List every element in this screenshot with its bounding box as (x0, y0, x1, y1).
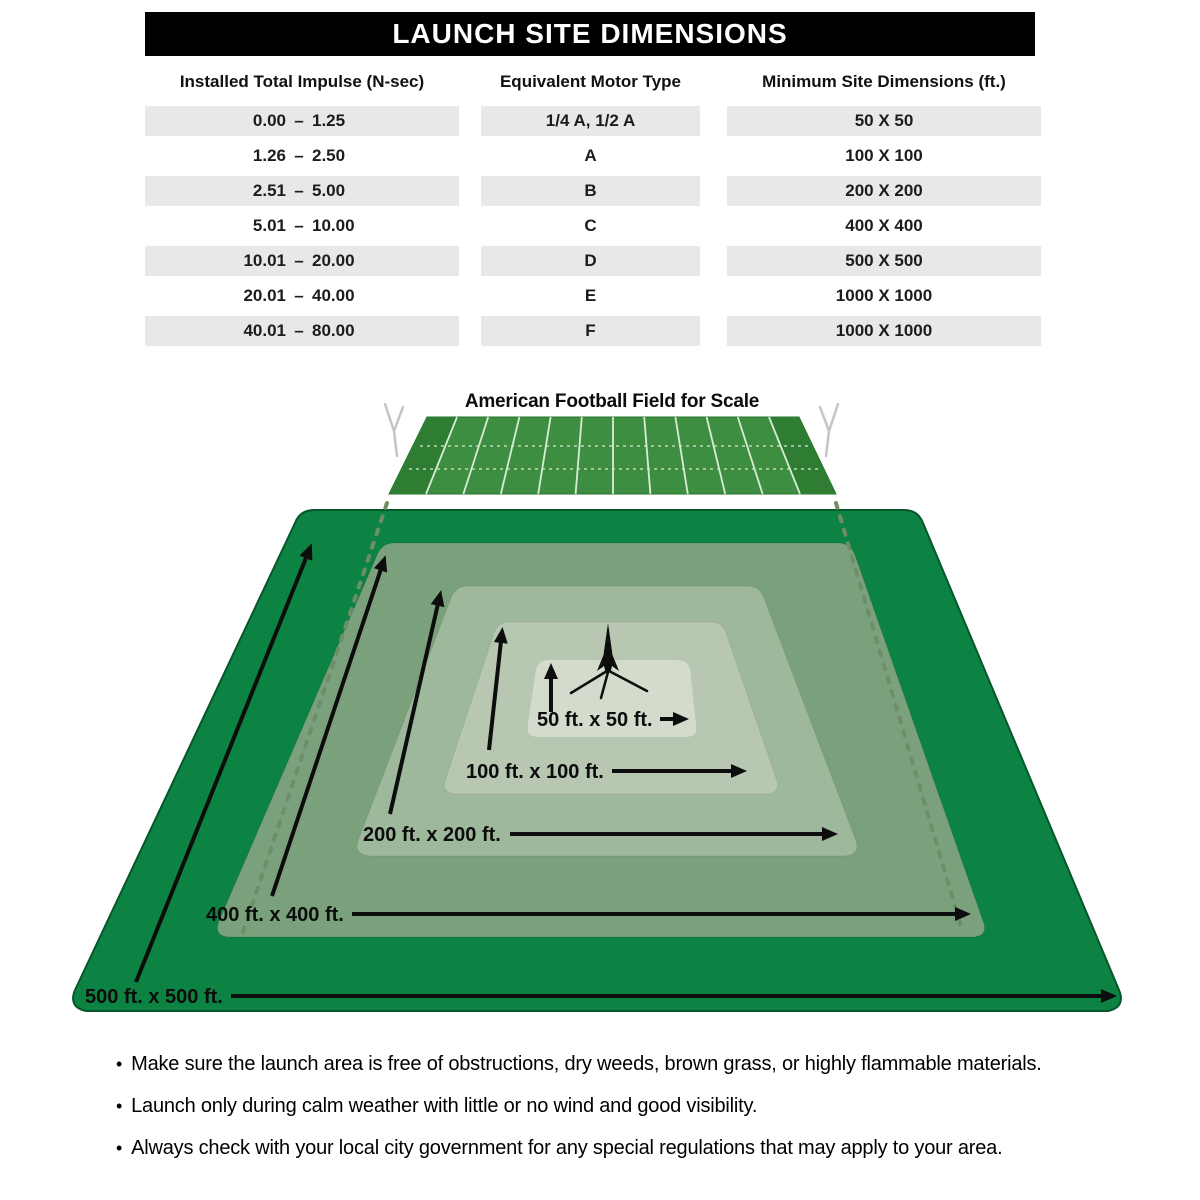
zone-label-200: 200 ft. x 200 ft. (363, 824, 501, 846)
impulse-cell: 20.01 – 40.00 (243, 286, 355, 305)
impulse-cell: 1.26 – 2.50 (252, 146, 346, 165)
impulse-cell: 2.51 – 5.00 (145, 176, 459, 206)
motor-cell: B (481, 176, 700, 206)
bullet-icon: • (116, 1138, 123, 1158)
impulse-cell: 5.01 – 10.00 (252, 216, 355, 235)
note-item: • Launch only during calm weather with little or no wind and good visibility. (116, 1095, 758, 1117)
motor-cell: 1/4 A, 1/2 A (481, 106, 700, 136)
goalpost-right-icon (820, 404, 838, 456)
site-cell: 100 X 100 (845, 146, 923, 165)
motor-cell: E (584, 286, 597, 305)
goalpost-left-icon (385, 404, 403, 456)
column-header-impulse: Installed Total Impulse (N-sec) (179, 72, 425, 91)
bullet-icon: • (116, 1096, 123, 1116)
safety-notes (116, 1052, 1126, 1178)
zone-label-500: 500 ft. x 500 ft. (85, 986, 223, 1008)
motor-cell: D (481, 246, 700, 276)
site-cell: 1000 X 1000 (835, 286, 933, 305)
zone-label-100: 100 ft. x 100 ft. (466, 761, 604, 783)
impulse-cell: 0.00 – 1.25 (145, 106, 459, 136)
motor-cell: A (584, 146, 597, 165)
page-title: LAUNCH SITE DIMENSIONS (145, 12, 1035, 56)
note-item: • Always check with your local city government for any special regulations that may apply to your area. (116, 1137, 1003, 1159)
column-header-motor: Equivalent Motor Type (499, 72, 682, 91)
note-item: • Make sure the launch area is free of obstructions, dry weeds, brown grass, or highly flammable materials. (116, 1053, 1042, 1075)
bullet-icon: • (116, 1054, 123, 1074)
site-cell: 200 X 200 (727, 176, 1041, 206)
column-header-site: Minimum Site Dimensions (ft.) (762, 72, 1006, 91)
motor-cell: C (584, 216, 597, 235)
field-caption: American Football Field for Scale (464, 391, 760, 412)
site-cell: 400 X 400 (845, 216, 923, 235)
zone-label-50: 50 ft. x 50 ft. (537, 709, 653, 731)
site-cell: 50 X 50 (727, 106, 1041, 136)
impulse-cell: 10.01 – 20.00 (145, 246, 459, 276)
impulse-cell: 40.01 – 80.00 (145, 316, 459, 346)
motor-cell: F (481, 316, 700, 346)
site-cell: 1000 X 1000 (727, 316, 1041, 346)
site-cell: 500 X 500 (727, 246, 1041, 276)
zone-label-400: 400 ft. x 400 ft. (206, 904, 344, 926)
